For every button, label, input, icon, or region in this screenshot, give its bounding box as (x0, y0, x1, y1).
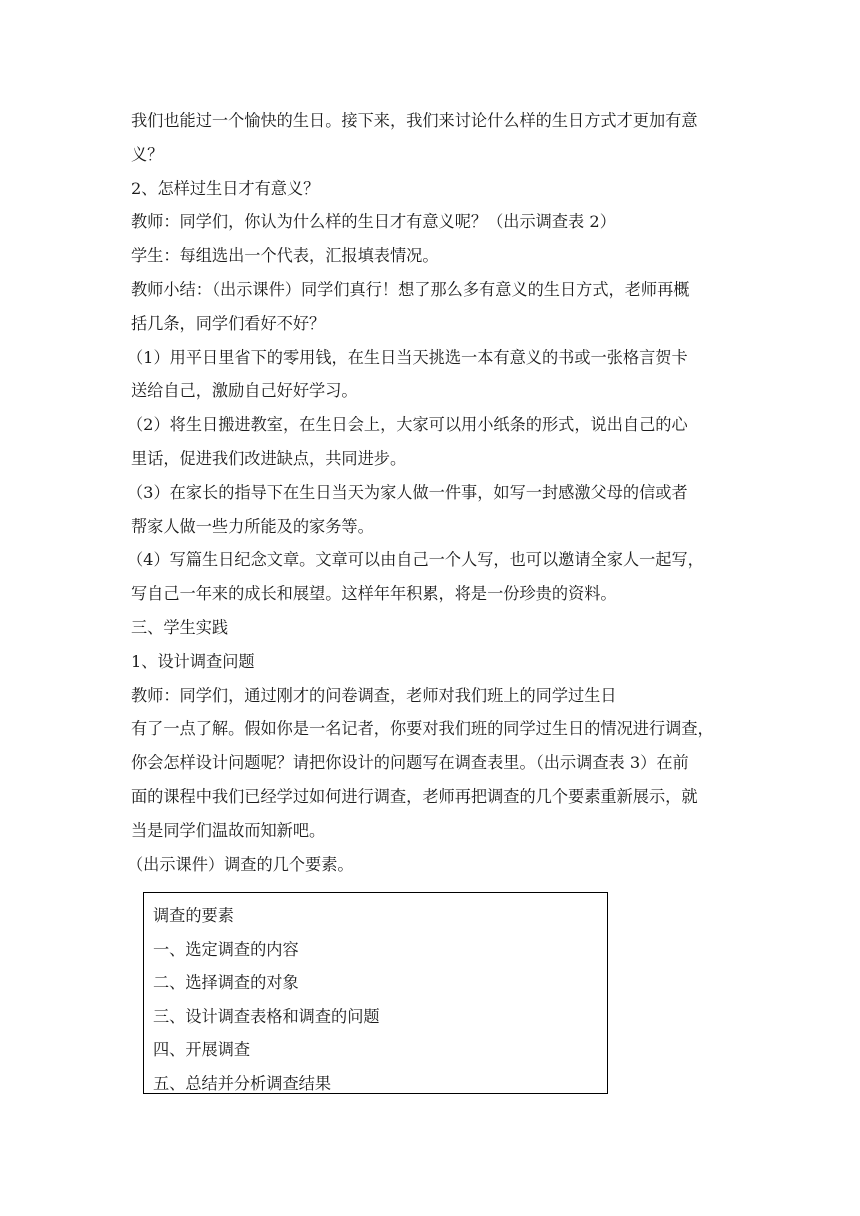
list-item: （2）将生日搬进教室，在生日会上，大家可以用小纸条的形式，说出自己的心 (127, 415, 688, 435)
text-line: 送给自己，激励自己好好学习。 (131, 381, 358, 401)
text-line: 当是同学们温故而知新吧。 (131, 820, 326, 840)
survey-elements-box (143, 892, 608, 1094)
text-line: 教师：同学们，通过刚才的问卷调查，老师对我们班上的同学过生日 (131, 685, 617, 705)
box-item: 三、设计调查表格和调查的问题 (153, 1006, 380, 1026)
text-line: 面的课程中我们已经学过如何进行调查，老师再把调查的几个要素重新展示，就 (131, 786, 698, 806)
text-line: （出示课件）调查的几个要素。 (127, 854, 354, 874)
document-body (127, 104, 731, 881)
list-item: （4）写篇生日纪念文章。文章可以由自己一个人写，也可以邀请全家人一起写， (127, 550, 704, 570)
list-item: （1）用平日里省下的零用钱，在生日当天挑选一本有意义的书或一张格言贺卡 (127, 347, 688, 367)
text-line: 你会怎样设计问题呢？请把你设计的问题写在调查表里。（出示调查表 3）在前 (131, 753, 689, 773)
section-heading: 2、怎样过生日才有意义？ (131, 178, 320, 198)
text-line: 括几条，同学们看好不好？ (131, 313, 326, 333)
text-line: 里话，促进我们改进缺点，共同进步。 (131, 448, 407, 468)
text-line: 学生：每组选出一个代表，汇报填表情况。 (131, 246, 439, 266)
section-heading: 三、学生实践 (131, 617, 229, 637)
box-item: 二、选择调查的对象 (153, 973, 299, 993)
text-line: 教师小结：（出示课件）同学们真行！想了那么多有意义的生日方式，老师再概 (131, 279, 690, 299)
text-line: 有了一点了解。假如你是一名记者，你要对我们班的同学过生日的情况进行调查， (131, 719, 714, 739)
section-heading: 1、设计调查问题 (131, 651, 255, 671)
text-line: 写自己一年来的成长和展望。这样年年积累，将是一份珍贵的资料。 (131, 584, 617, 604)
box-title: 调查的要素 (153, 906, 234, 925)
box-item: 五、总结并分析调查结果 (153, 1073, 332, 1093)
list-item: （3）在家长的指导下在生日当天为家人做一件事，如写一封感激父母的信或者 (127, 482, 688, 502)
box-item: 一、选定调查的内容 (153, 939, 299, 959)
box-item: 四、开展调查 (153, 1040, 251, 1060)
text-line: 义？ (131, 144, 164, 164)
text-line: 教师：同学们，你认为什么样的生日才有意义呢？（出示调查表 2） (131, 212, 616, 232)
text-line: 我们也能过一个愉快的生日。接下来，我们来讨论什么样的生日方式才更加有意 (131, 111, 698, 130)
text-line: 帮家人做一些力所能及的家务等。 (131, 516, 374, 536)
